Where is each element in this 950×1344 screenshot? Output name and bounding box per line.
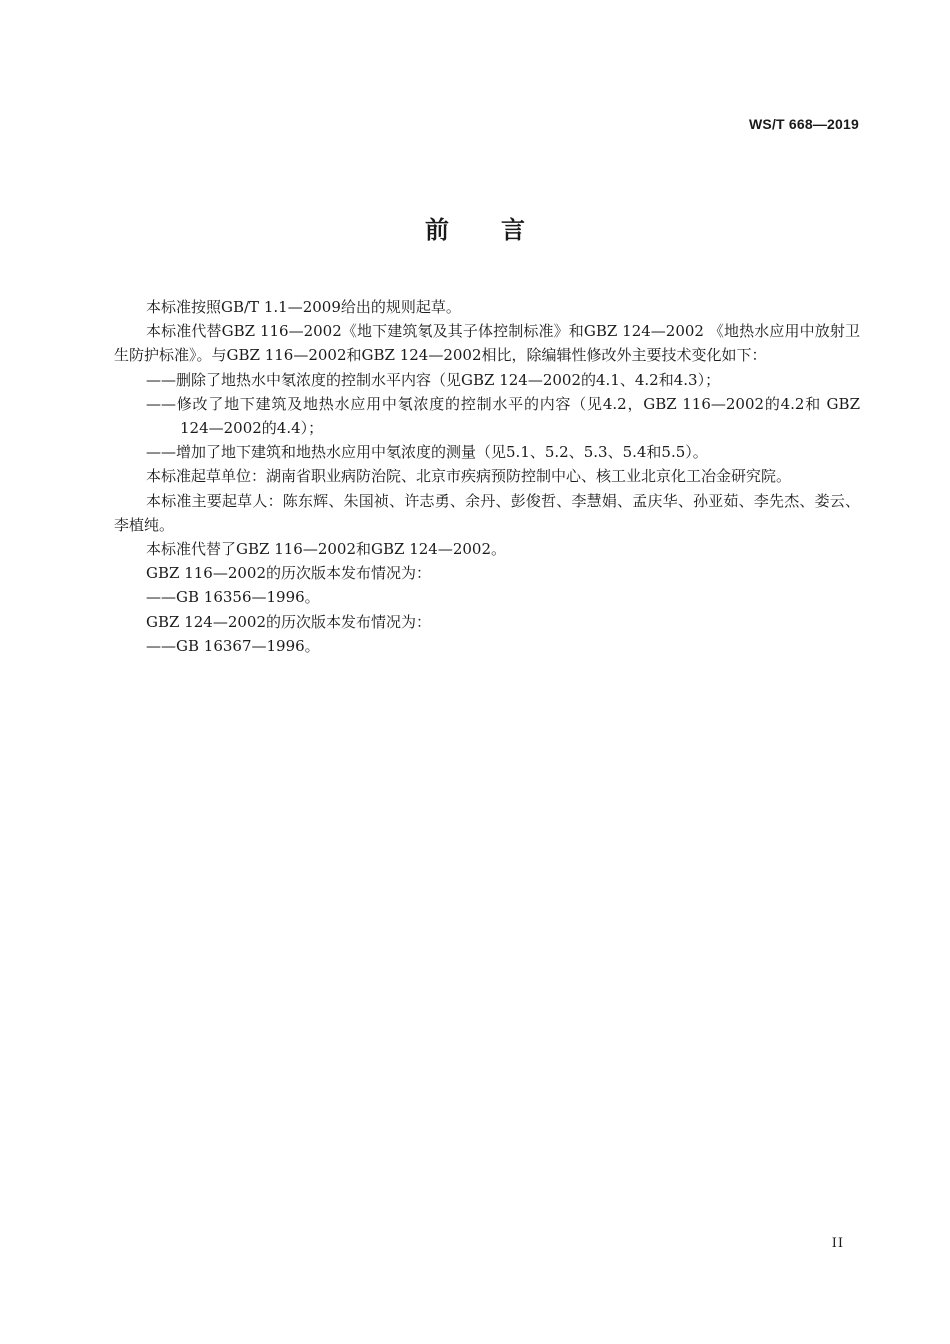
paragraph-replacement: 本标准代替GBZ 116—2002《地下建筑氡及其子体控制标准》和GBZ 124—2002 《地热水应用中放射卫生防护标准》。与GBZ 116—2002和GBZ 124—2002相比，除编辑性修改外主要技术变化如下：: [114, 322, 860, 365]
page-title: 前言: [425, 216, 577, 244]
paragraph-history-gbz124: GBZ 124—2002的历次版本发布情况为：: [146, 612, 432, 631]
paragraph-replaces: 本标准代替了GBZ 116—2002和GBZ 124—2002。: [146, 540, 507, 559]
history-item-gb16367: ——GB 16367—1996。: [146, 636, 320, 655]
paragraph-drafting-units: 本标准起草单位：湖南省职业病防治院、北京市疾病预防控制中心、核工业北京化工冶金研究院。: [146, 467, 792, 486]
history-item-gb16356: ——GB 16356—1996。: [146, 588, 320, 607]
standard-code: WS/T 668—2019: [749, 116, 859, 132]
change-item-added: ——增加了地下建筑和地热水应用中氡浓度的测量（见5.1、5.2、5.3、5.4和5.5）。: [146, 443, 708, 462]
change-item-deleted: ——删除了地热水中氡浓度的控制水平内容（见GBZ 124—2002的4.1、4.2和4.3）；: [146, 370, 721, 389]
change-item-modified: ——修改了地下建筑及地热水应用中氡浓度的控制水平的内容（见4.2，GBZ 116—2002的4.2和 GBZ 124—2002的4.4）；: [146, 394, 860, 438]
page-number: II: [831, 1236, 844, 1251]
foreword-body: [114, 295, 860, 658]
paragraph-drafters: 本标准主要起草人：陈东辉、朱国祯、许志勇、余丹、彭俊哲、李慧娟、孟庆华、孙亚茹、李先杰、娄云、李植纯。: [114, 491, 860, 534]
paragraph-history-gbz116: GBZ 116—2002的历次版本发布情况为：: [146, 564, 432, 583]
paragraph-drafting-rules: 本标准按照GB/T 1.1—2009给出的规则起草。: [146, 298, 461, 316]
